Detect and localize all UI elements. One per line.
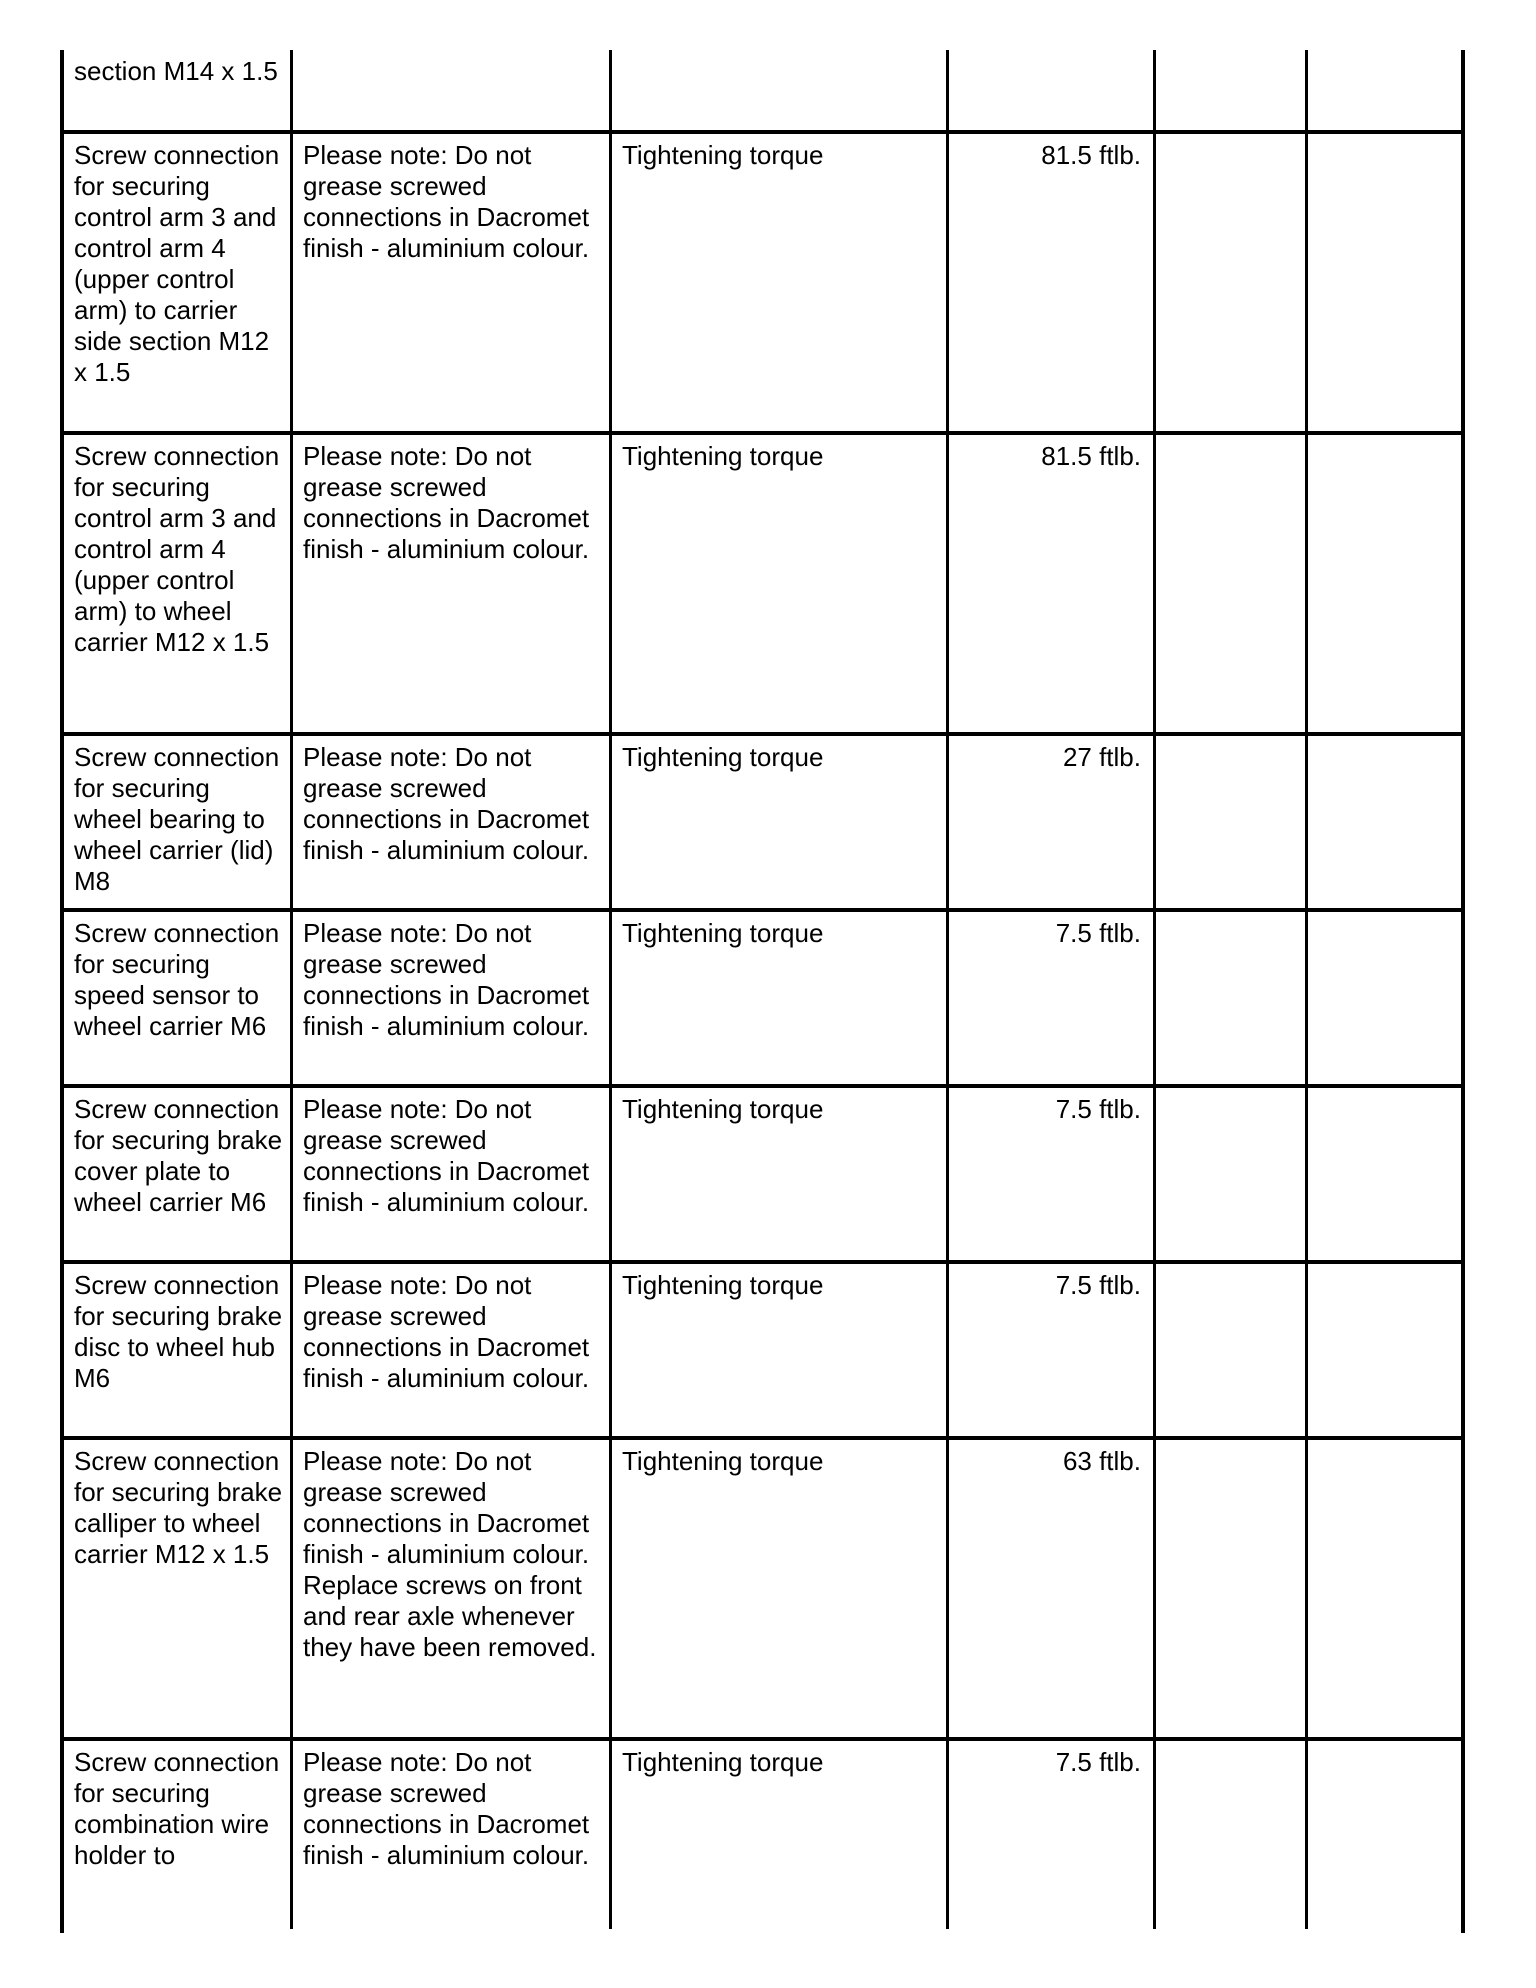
table-cell-value [949, 50, 1156, 134]
table-cell-component: Screw connection for securing brake calliper to wheel carrier M12 x 1.5 [64, 1440, 293, 1741]
table-cell-extra [1308, 1741, 1461, 1929]
table-cell-type: Tightening torque [612, 1440, 949, 1741]
table-cell-extra [1156, 134, 1308, 435]
table-cell-extra [1308, 134, 1461, 435]
table-cell-extra [1308, 912, 1461, 1088]
table-cell-type: Tightening torque [612, 435, 949, 736]
table-cell-note: Please note: Do not grease screwed connections in Dacromet finish - aluminium colour. [293, 912, 612, 1088]
table-cell-note: Please note: Do not grease screwed connections in Dacromet finish - aluminium colour. [293, 435, 612, 736]
table-cell-extra [1308, 435, 1461, 736]
table-cell-note: Please note: Do not grease screwed connections in Dacromet finish - aluminium colour. [293, 736, 612, 912]
table-cell-value: 7.5 ftlb. [949, 1264, 1156, 1440]
table-cell-component: Screw connection for securing speed sensor to wheel carrier M6 [64, 912, 293, 1088]
table-cell-note: Please note: Do not grease screwed connections in Dacromet finish - aluminium colour. [293, 1264, 612, 1440]
table-cell-type: Tightening torque [612, 912, 949, 1088]
table-cell-note: Please note: Do not grease screwed connections in Dacromet finish - aluminium colour. [293, 134, 612, 435]
table-cell-value: 63 ftlb. [949, 1440, 1156, 1741]
table-cell-component: section M14 x 1.5 [64, 50, 293, 134]
table-cell-component: Screw connection for securing control arm 3 and control arm 4 (upper control arm) to carrier side section M12 x 1.5 [64, 134, 293, 435]
table-cell-extra [1156, 912, 1308, 1088]
table-cell-extra [1308, 1088, 1461, 1264]
table-cell-note: Please note: Do not grease screwed connections in Dacromet finish - aluminium colour. [293, 1741, 612, 1929]
table-cell-type: Tightening torque [612, 1741, 949, 1929]
table-cell-extra [1308, 1440, 1461, 1741]
table-cell-extra [1156, 1264, 1308, 1440]
table-cell-note: Please note: Do not grease screwed connections in Dacromet finish - aluminium colour. [293, 1088, 612, 1264]
table-cell-extra [1156, 50, 1308, 134]
table-cell-note [293, 50, 612, 134]
table-cell-component: Screw connection for securing brake disc to wheel hub M6 [64, 1264, 293, 1440]
table-cell-extra [1156, 1088, 1308, 1264]
table-cell-extra [1156, 1741, 1308, 1929]
table-cell-type: Tightening torque [612, 736, 949, 912]
table-cell-type: Tightening torque [612, 1264, 949, 1440]
table-cell-value: 7.5 ftlb. [949, 1741, 1156, 1929]
table-cell-component: Screw connection for securing control arm 3 and control arm 4 (upper control arm) to wheel carrier M12 x 1.5 [64, 435, 293, 736]
table-cell-value: 7.5 ftlb. [949, 1088, 1156, 1264]
table-cell-extra [1308, 50, 1461, 134]
table-cell-type: Tightening torque [612, 134, 949, 435]
table-cell-extra [1308, 736, 1461, 912]
table-cell-component: Screw connection for securing combination wire holder to [64, 1741, 293, 1929]
table-cell-type [612, 50, 949, 134]
table-cell-value: 81.5 ftlb. [949, 134, 1156, 435]
table-cell-extra [1308, 1264, 1461, 1440]
table-cell-extra [1156, 1440, 1308, 1741]
table-cell-value: 7.5 ftlb. [949, 912, 1156, 1088]
table-cell-type: Tightening torque [612, 1088, 949, 1264]
table-cell-value: 27 ftlb. [949, 736, 1156, 912]
table-cell-component: Screw connection for securing wheel bearing to wheel carrier (lid) M8 [64, 736, 293, 912]
table-cell-component: Screw connection for securing brake cover plate to wheel carrier M6 [64, 1088, 293, 1264]
table-cell-extra [1156, 736, 1308, 912]
table-cell-value: 81.5 ftlb. [949, 435, 1156, 736]
table-cell-note: Please note: Do not grease screwed connections in Dacromet finish - aluminium colour. Replace screws on front and rear axle whenever they have been removed. [293, 1440, 612, 1741]
torque-spec-table [60, 50, 1465, 1933]
table-cell-extra [1156, 435, 1308, 736]
